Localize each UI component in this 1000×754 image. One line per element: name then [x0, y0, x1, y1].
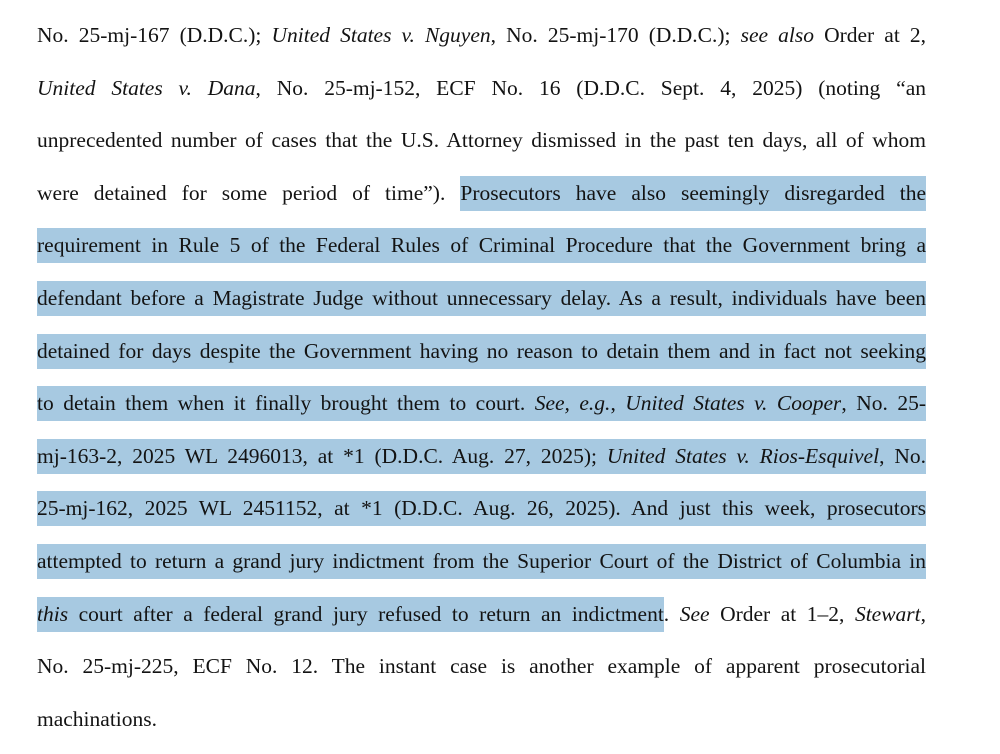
text-line — [37, 219, 926, 272]
document-text-block — [37, 9, 926, 745]
text-segment: United States v. Nguyen — [271, 23, 491, 47]
highlighted-text-segment: detained for days despite the Government having no reason to detain them and in fact not seeking — [37, 334, 926, 369]
text-line — [37, 377, 926, 430]
highlighted-text-segment: Prosecutors have also seemingly disregarded the — [460, 176, 926, 211]
highlighted-text-segment: defendant before a Magistrate Judge without unnecessary delay. As a result, individuals have been — [37, 281, 926, 316]
highlighted-text-segment: United States v. Rios-Esquivel — [607, 439, 879, 474]
text-segment: , — [920, 601, 927, 626]
text-segment: , No. 25-mj-152, ECF No. 16 (D.D.C. Sept. 4, 2025) (noting “an — [255, 75, 926, 100]
highlighted-text-segment: , No. — [879, 439, 926, 474]
highlighted-text-segment: this — [37, 597, 68, 632]
text-line — [37, 167, 926, 220]
text-segment: Order at 2, — [813, 23, 927, 47]
text-segment: Stewart — [854, 601, 921, 626]
text-line — [37, 9, 926, 62]
text-segment: see also — [740, 23, 814, 47]
text-segment: No. 25-mj-167 (D.D.C.); — [37, 23, 272, 47]
text-segment: unprecedented number of cases that the U.S. Attorney dismissed in the past ten days, all of whom — [37, 128, 926, 153]
highlighted-text-segment: to detain them when it finally brought them to court. — [37, 386, 535, 421]
highlighted-text-segment: requirement in Rule 5 of the Federal Rules of Criminal Procedure that the Government bring a — [37, 228, 926, 263]
highlighted-text-segment: , No. 25- — [841, 386, 926, 421]
text-line — [37, 62, 926, 115]
text-line — [37, 640, 926, 693]
text-segment: Order at 1–2, — [709, 601, 855, 626]
text-segment: See — [679, 601, 710, 626]
highlighted-text-segment: See, e.g. — [535, 386, 611, 421]
text-line — [37, 693, 926, 746]
text-segment: . — [663, 601, 680, 626]
text-line — [37, 588, 926, 641]
text-line — [37, 325, 926, 378]
text-segment: machinations. — [37, 706, 158, 731]
text-line — [37, 482, 926, 535]
highlighted-text-segment: mj-163-2, 2025 WL 2496013, at *1 (D.D.C. Aug. 27, 2025); — [37, 439, 607, 474]
highlighted-text-segment: attempted to return a grand jury indictment from the Superior Court of the District of Columbia in — [37, 544, 926, 579]
highlighted-text-segment: 25-mj-162, 2025 WL 2451152, at *1 (D.D.C. Aug. 26, 2025). And just this week, prosecutors — [37, 491, 926, 526]
text-line — [37, 535, 926, 588]
highlighted-text-segment: court after a federal grand jury refused to return an indictment — [68, 597, 664, 632]
text-segment: were detained for some period of time”). — [37, 180, 461, 205]
text-line — [37, 272, 926, 325]
text-segment: United States v. Dana — [37, 75, 256, 100]
text-segment: No. 25-mj-225, ECF No. 12. The instant case is another example of apparent prosecutorial — [37, 654, 926, 679]
highlighted-text-segment: , — [610, 386, 625, 421]
text-line — [37, 114, 926, 167]
highlighted-text-segment: United States v. Cooper — [625, 386, 841, 421]
text-line — [37, 430, 926, 483]
text-segment: , No. 25-mj-170 (D.D.C.); — [490, 23, 741, 47]
